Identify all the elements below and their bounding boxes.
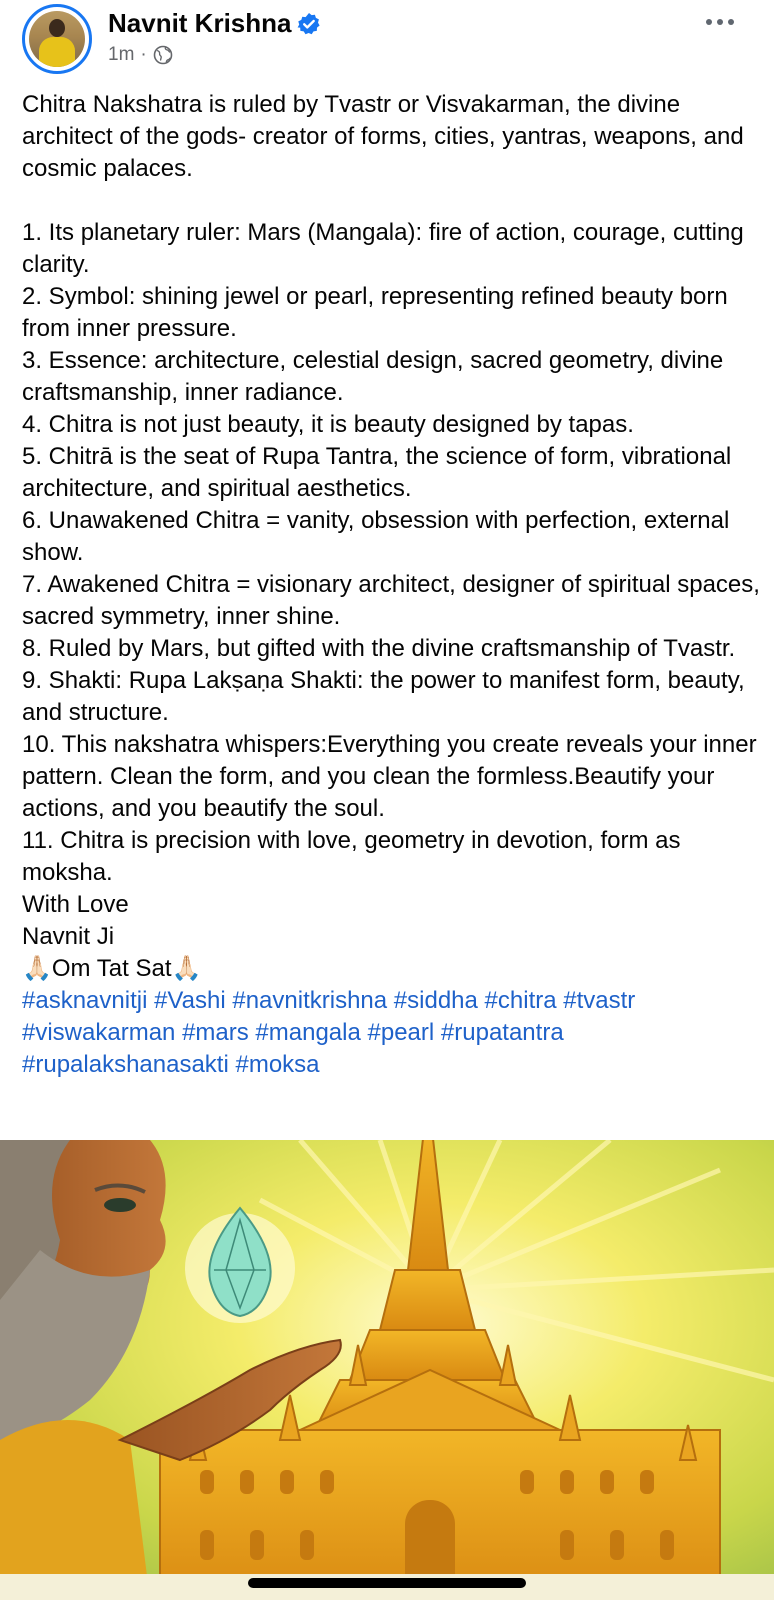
avatar-photo [29,11,85,67]
post-image[interactable] [0,1140,774,1600]
hashtag-link[interactable]: #moksa [235,1051,320,1078]
post-body [22,89,762,1081]
post-blessing: 🙏🏻Om Tat Sat🙏🏻 [22,955,202,982]
verified-badge-icon [297,12,321,36]
post-signoff: With Love [22,891,129,918]
hashtag-link[interactable]: #siddha [393,987,478,1014]
hashtag-link[interactable]: #asknavnitji [22,987,148,1014]
post-meta [108,44,173,66]
sage-temple-illustration [0,1140,774,1600]
post-line: 2. Symbol: shining jewel or pearl, representing refined beauty born from inner pressure. [22,283,728,342]
post-line: 3. Essence: architecture, celestial design, sacred geometry, divine craftsmanship, inner radiance. [22,347,724,406]
hashtag-link[interactable]: #navnitkrishna [232,987,388,1014]
post-line: 7. Awakened Chitra = visionary architect, designer of spiritual spaces, sacred symmetry, inner shine. [22,571,760,630]
hashtag-link[interactable]: #rupatantra [440,1019,564,1046]
more-options-icon[interactable] [704,12,736,32]
post-header [0,0,774,90]
post-line: 11. Chitra is precision with love, geometry in devotion, form as moksha. [22,827,681,886]
avatar[interactable] [22,4,92,74]
post-line: 4. Chitra is not just beauty, it is beauty designed by tapas. [22,411,634,438]
post-line: 1. Its planetary ruler: Mars (Mangala): fire of action, courage, cutting clarity. [22,219,744,278]
hashtag-link[interactable]: #mars [182,1019,249,1046]
meta-separator: · [140,44,147,65]
hashtag-list [22,985,762,1081]
hashtag-link[interactable]: #rupalakshanasakti [22,1051,229,1078]
post-line: 5. Chitrā is the seat of Rupa Tantra, the science of form, vibrational architecture, and spiritual aesthetics. [22,443,732,502]
post-line: 9. Shakti: Rupa Lakṣaṇa Shakti: the power to manifest form, beauty, and structure. [22,667,745,726]
home-indicator[interactable] [248,1578,526,1588]
post-intro: Chitra Nakshatra is ruled by Tvastr or Visvakarman, the divine architect of the gods- creator of forms, cities, yantras, weapons, and cosmic palaces. [22,91,744,182]
post-signature: Navnit Ji [22,923,115,950]
post-line: 6. Unawakened Chitra = vanity, obsession with perfection, external show. [22,507,730,566]
hashtag-link[interactable]: #tvastr [563,987,636,1014]
hashtag-link[interactable]: #pearl [367,1019,435,1046]
globe-icon [153,45,173,65]
author-name[interactable]: Navnit Krishna [108,8,292,38]
post-time[interactable]: 1m [108,44,135,65]
hashtag-link[interactable]: #mangala [255,1019,361,1046]
hashtag-link[interactable]: #viswakarman [22,1019,176,1046]
post-line: 8. Ruled by Mars, but gifted with the divine craftsmanship of Tvastr. [22,635,736,662]
hashtag-link[interactable]: #Vashi [154,987,226,1014]
post-line: 10. This nakshatra whispers:Everything you create reveals your inner pattern. Clean the form, and you clean the formless.Beautify your actions, and you beautify the soul. [22,731,757,822]
hashtag-link[interactable]: #chitra [484,987,557,1014]
